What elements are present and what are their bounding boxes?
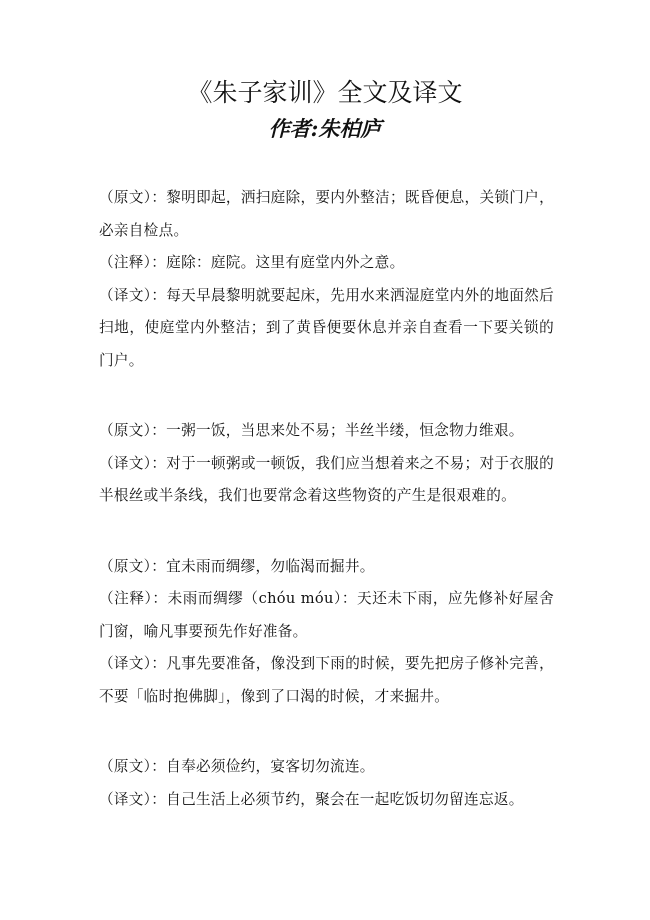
section-3 xyxy=(99,551,554,714)
section-2 xyxy=(99,415,554,513)
translation-paragraph: （译文）：对于一顿粥或一顿饭，我们应当想着来之不易；对于衣服的半根丝或半条线，我们也要常念着这些物资的产生是很艰难的。 xyxy=(99,454,554,504)
section-4 xyxy=(99,751,554,816)
translation-paragraph: （译文）：自己生活上必须节约，聚会在一起吃饭切勿留连忘返。 xyxy=(99,790,524,808)
original-text-paragraph: （原文）：自奉必须俭约，宴客切勿流连。 xyxy=(99,758,375,775)
original-text-paragraph: （原文）：一粥一饭，当思来处不易；半丝半缕，恒念物力维艰。 xyxy=(99,422,524,439)
document-body xyxy=(99,182,554,854)
translation-paragraph: （译文）：每天早晨黎明就要起床，先用水来洒湿庭堂内外的地面然后扫地，使庭堂内外整洁；到了黄昏便要休息并亲自查看一下要关锁的门户。 xyxy=(99,286,554,369)
translation-paragraph: （译文）：凡事先要准备，像没到下雨的时候，要先把房子修补完善，不要「临时抱佛脚」，像到了口渴的时候，才来掘井。 xyxy=(99,655,554,705)
page-title: 《朱子家训》全文及译文 xyxy=(187,78,463,107)
annotation-paragraph: （注释）：未雨而绸缪（chóu móu）：天还未下雨，应先修补好屋舍门窗，喻凡事要预先作好准备。 xyxy=(99,590,554,640)
annotation-paragraph: （注释）：庭除：庭院。这里有庭堂内外之意。 xyxy=(99,254,405,271)
original-text-paragraph: （原文）：黎明即起，洒扫庭除，要内外整洁；既昏便息，关锁门户，必亲自检点。 xyxy=(99,189,554,239)
section-1 xyxy=(99,182,554,377)
original-text-paragraph: （原文）：宜未雨而绸缪，勿临渴而掘井。 xyxy=(99,557,375,575)
author-line: 作者:朱柏庐 xyxy=(268,116,382,141)
